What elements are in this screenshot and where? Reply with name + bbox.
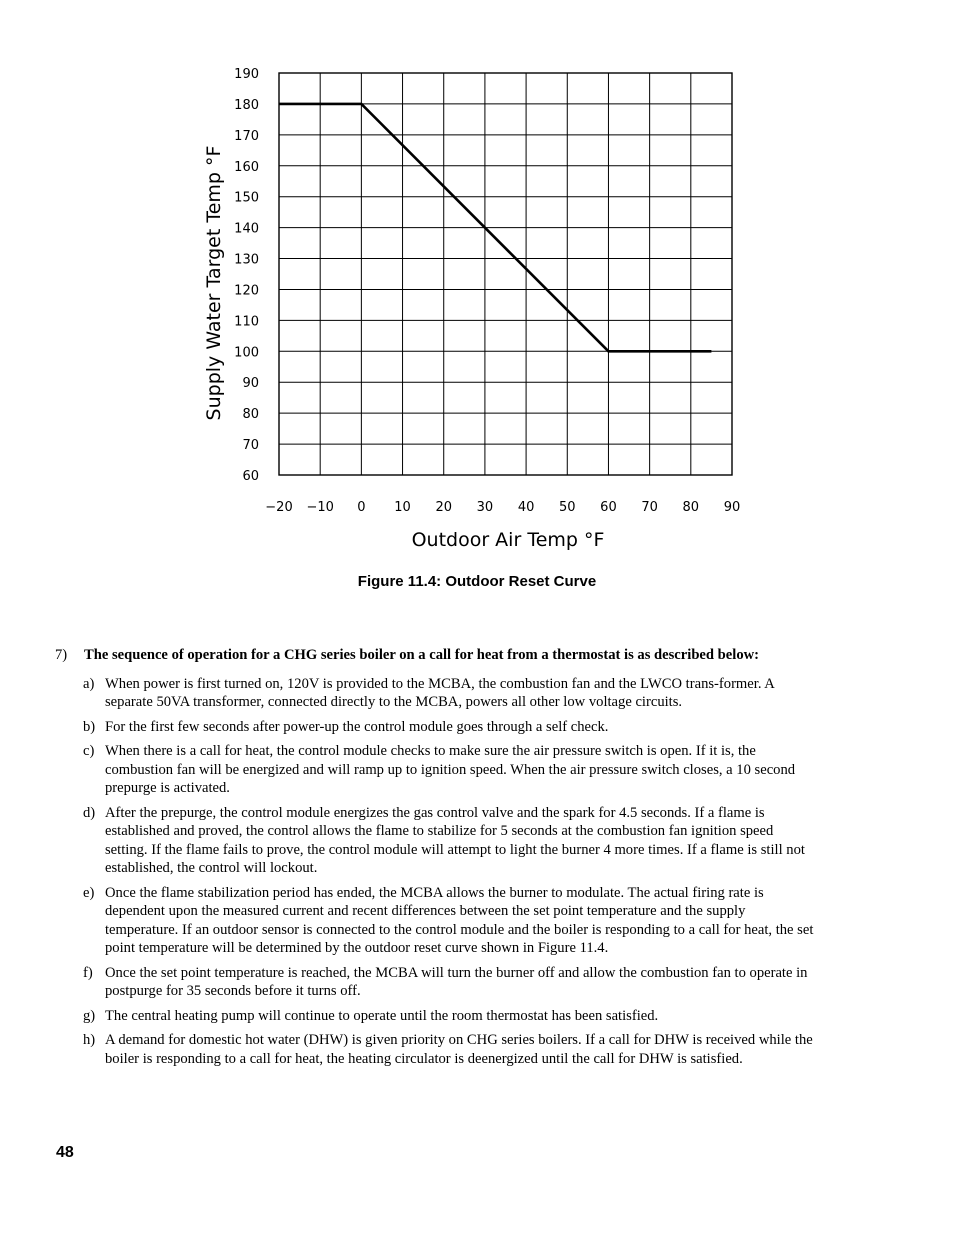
list-item: [55, 742, 815, 798]
x-tick-label: 90: [723, 500, 741, 515]
y-tick-label: 140: [234, 221, 259, 237]
y-tick-label: 70: [242, 438, 259, 454]
list-item: [55, 1031, 815, 1068]
item-letter: h): [83, 1032, 96, 1048]
list-item: [55, 884, 815, 958]
section-heading: [55, 646, 815, 665]
x-tick-label: 10: [394, 500, 411, 515]
item-text: Once the flame stabilization period has ended, the MCBA allows the burner to modulate. The actual firing rate is dependent upon the measured current and recent differences between the set point temperature and the supply temperature. If an outdoor sensor is connected to the control module and the boiler is responding to a call for heat, the set point temperature will be determined by the outdoor reset curve shown in Figure 11.4.: [105, 884, 814, 956]
item-text: When there is a call for heat, the control module checks to make sure the air pressure switch is open. If it is, the combustion fan will be energized and will ramp up to ignition speed. When the air pressure switch closes, a 10 second prepurge is activated.: [105, 743, 796, 796]
item-letter: b): [83, 718, 96, 735]
y-tick-label: 180: [234, 97, 259, 113]
section-heading-text: The sequence of operation for a CHG series boiler on a call for heat from a thermostat is as described below:: [84, 647, 760, 663]
list-item: [55, 804, 815, 878]
chart-grid: [279, 73, 732, 475]
list-item: [55, 1007, 815, 1026]
sequence-list: [55, 675, 815, 1069]
list-item: [55, 718, 815, 737]
y-tick-label: 160: [234, 159, 259, 175]
y-tick-label: 170: [234, 128, 259, 144]
y-tick-label: 60: [242, 469, 259, 484]
y-tick-label: 80: [242, 407, 259, 423]
item-text: A demand for domestic hot water (DHW) is given priority on CHG series boilers. If a call for DHW is received while the boiler is responding to a call for heat, the heating circulator is deenergized until the call for DHW is satisfied.: [105, 1032, 813, 1067]
item-letter: f): [83, 964, 93, 981]
y-tick-label: 130: [234, 252, 259, 268]
item-letter: g): [83, 1007, 96, 1024]
item-letter: a): [83, 675, 95, 692]
y-tick-label: 120: [234, 283, 259, 299]
item-text: Once the set point temperature is reached, the MCBA will turn the burner off and allow the combustion fan to operate in postpurge for 35 seconds before it turns off.: [105, 964, 808, 999]
x-tick-label: 50: [558, 500, 576, 515]
x-tick-label: 20: [435, 500, 453, 515]
y-tick-label: 110: [234, 314, 259, 330]
y-axis-label: Supply Water Target Temp °F: [203, 145, 225, 421]
list-item: [55, 964, 815, 1001]
figure-caption: Figure 11.4: Outdoor Reset Curve: [357, 573, 597, 590]
item-text: The central heating pump will continue to operate until the room thermostat has been satisfied.: [105, 1007, 659, 1024]
x-tick-label: −20: [265, 500, 293, 515]
list-item: [55, 675, 815, 712]
x-tick-label: 0: [357, 500, 366, 515]
item-text: After the prepurge, the control module energizes the gas control valve and the spark for 4.5 seconds. If a flame is established and proved, the control allows the flame to stabilize for 5 seconds at the combustion fan ignition speed setting. If the flame fails to prove, the control module will attempt to light the burner 4 more times. If a flame is still not established, the control will lockout.: [105, 804, 805, 876]
item-text: When power is first turned on, 120V is provided to the MCBA, the combustion fan and the LWCO trans-former. A separate 50VA transformer, connected directly to the MCBA, powers all other low voltage circuits.: [105, 675, 775, 710]
x-tick-label: 30: [476, 500, 494, 515]
x-tick-label: 60: [600, 500, 617, 515]
sequence-of-operation-section: [55, 646, 815, 1074]
item-letter: e): [83, 884, 95, 901]
item-letter: c): [83, 743, 95, 759]
page-number: 48: [56, 1144, 74, 1161]
y-tick-labels: [234, 67, 259, 484]
plot-frame: [279, 73, 732, 475]
x-tick-label: −10: [306, 500, 334, 515]
y-tick-label: 190: [234, 67, 259, 82]
item-text: For the first few seconds after power-up the control module goes through a self check.: [105, 718, 609, 735]
x-tick-label: 40: [517, 500, 535, 515]
section-number: 7): [55, 647, 68, 663]
item-letter: d): [83, 804, 96, 821]
outdoor-reset-chart: [190, 55, 760, 565]
x-tick-labels: [265, 500, 740, 515]
x-tick-label: 80: [682, 500, 700, 515]
y-tick-label: 150: [234, 190, 259, 206]
y-tick-label: 100: [234, 345, 259, 361]
y-tick-label: 90: [242, 376, 259, 392]
x-axis-label: Outdoor Air Temp °F: [411, 529, 605, 551]
x-tick-label: 70: [641, 500, 658, 515]
